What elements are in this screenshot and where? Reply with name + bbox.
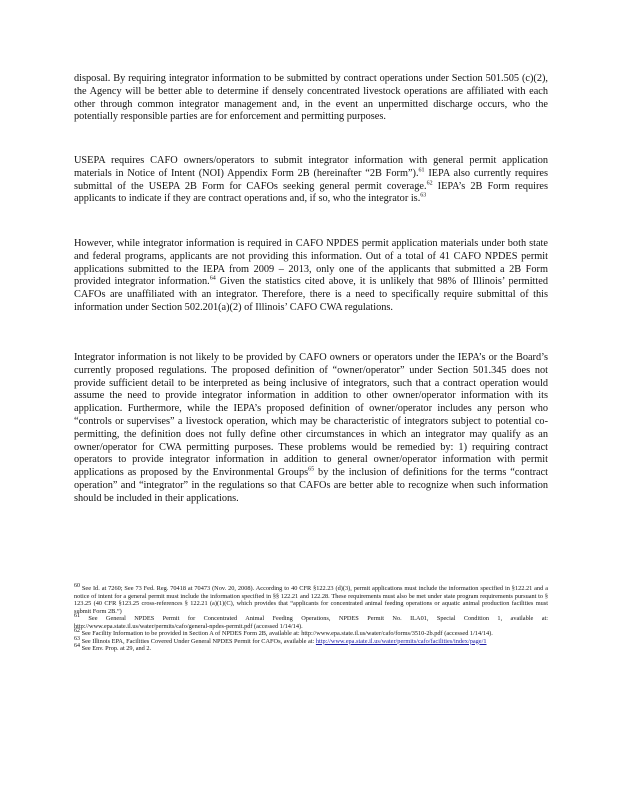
- footnote-ref: 63: [74, 635, 80, 642]
- body-paragraph: [74, 155, 548, 206]
- footnote-ref: 62: [74, 627, 80, 634]
- body-paragraph: [74, 352, 548, 506]
- footnote-ref: 64: [209, 275, 216, 282]
- text-run: See Illinois EPA, Facilities Covered Under General NPDES Permit for CAFOs, available at:: [80, 637, 316, 645]
- footnote-61: [74, 612, 548, 630]
- footnote-ref: 61: [418, 167, 425, 174]
- text-run: Given the statistics cited above, it is unlikely that 98% of Illinois’ permitted CAFOs are unaffiliated with an integrator. Therefore, there is a need to specifically require submittal of this information under Section 502.201(a)(2) of Illinois’ CAFO CWA regulations.: [74, 276, 548, 313]
- text-run: See Id. at 7260; See 73 Fed. Reg. 70418 at 70473 (Nov. 20, 2008). According to 40 CFR §122.23 (d)(3), permit applications must include the information specified in §122.21 and a notice of intent for a general permit must include the information specified in §§ 122.21 and 122.28. These requirements must also be met under state program requirements pursuant to § 123.25 (40 CFR §123.25 cross-references § 122.21 (a)(1)(C), which provides that “applicants for concentrated animal feeding operations or aquatic animal production facilities must submit Form 2B.”): [74, 585, 548, 615]
- footnote-62: [74, 627, 548, 638]
- text-run: See General NPDES Permit for Concentrated Animal Feeding Operations, NPDES Permit No. ILA01, Special Condition 1, available at: http://www.epa.state.il.us/water/permits/cafo/general-npdes-permit.pdf (accessed 1/14/14).: [74, 615, 548, 630]
- footnote-ref: 62: [426, 180, 433, 187]
- footnote-ref: 60: [74, 582, 80, 589]
- footnote-link[interactable]: http://www.epa.state.il.us/water/permits/cafo/facilities/index/page/1: [315, 637, 487, 645]
- footnote-ref: 63: [420, 192, 427, 199]
- footnote-63: [74, 635, 548, 646]
- footnote-ref: 64: [74, 642, 80, 649]
- body-paragraph: [74, 73, 548, 124]
- text-run: disposal. By requiring integrator information to be submitted by contract operations under Section 501.505 (c)(2), the Agency will be better able to determine if densely concentrated livestock operations are affiliated with each other through common integrator management and, in the event an unpermitted discharge occurs, who the potentially responsible parties are for enforcement and permitting purposes.: [74, 73, 548, 123]
- text-run: IEPA also currently requires submittal of the USEPA 2B Form for CAFOs seeking general permit coverage.: [74, 167, 548, 192]
- footnote-60: [74, 582, 548, 615]
- footnote-ref: 65: [308, 466, 315, 473]
- footnotes: [74, 582, 548, 653]
- text-run: However, while integrator information is required in CAFO NPDES permit application materials under both state and federal programs, applicants are not providing this information. Out of a total of 41 CAFO NPDES permit applications submitted to the IEPA from 2009 – 2013, only one of the applicants that submitted a 2B Form provided integrator information.: [74, 238, 548, 288]
- text-run: Integrator information is not likely to be provided by CAFO owners or operators under the IEPA’s or the Board’s currently proposed regulations. The proposed definition of “owner/operator” under Section 501.345 does not provide sufficient detail to be interpreted as being inclusive of integrators, such that a contract operation would assume the need to provide integrator information in addition to other owner/operator information with its application. Furthermore, while the IEPA’s proposed definition of owner/operator includes any person who “controls or supervises” a livestock operation, which may be characteristic of integrators subject to potential co-permitting, the definition does not fully define other circumstances in which an integrator may qualify as an owner/operator for CWA permitting purposes. These problems would be remedied by: 1) requiring contract operators to provide integrator information in addition to general owner/operator information with permit applications as proposed by the Environmental Groups: [74, 352, 548, 479]
- body-paragraph: [74, 238, 548, 315]
- footnote-ref: 61: [74, 612, 80, 619]
- footnote-64: [74, 642, 548, 653]
- text-run: See Env. Prop. at 29, and 2.: [80, 645, 152, 652]
- text-run: See Facility Information to be provided in Section A of NPDES Form 2B, available at: http://www.epa.state.il.us/water/cafo/forms/3510-2b.pdf (accessed 1/14/14).: [80, 630, 493, 637]
- text-run: by the inclusion of definitions for the terms “contract operation” and “integrator” in the regulations so that CAFOs are better able to recognize when such information should be included in their applications.: [74, 467, 548, 504]
- text-run: IEPA’s 2B Form requires applicants to indicate if they are contract operations and, if so, who the integrator is.: [74, 180, 549, 205]
- text-run: USEPA requires CAFO owners/operators to submit integrator information with general permit application materials in Notice of Intent (NOI) Appendix Form 2B (hereinafter “2B Form”).: [74, 155, 548, 179]
